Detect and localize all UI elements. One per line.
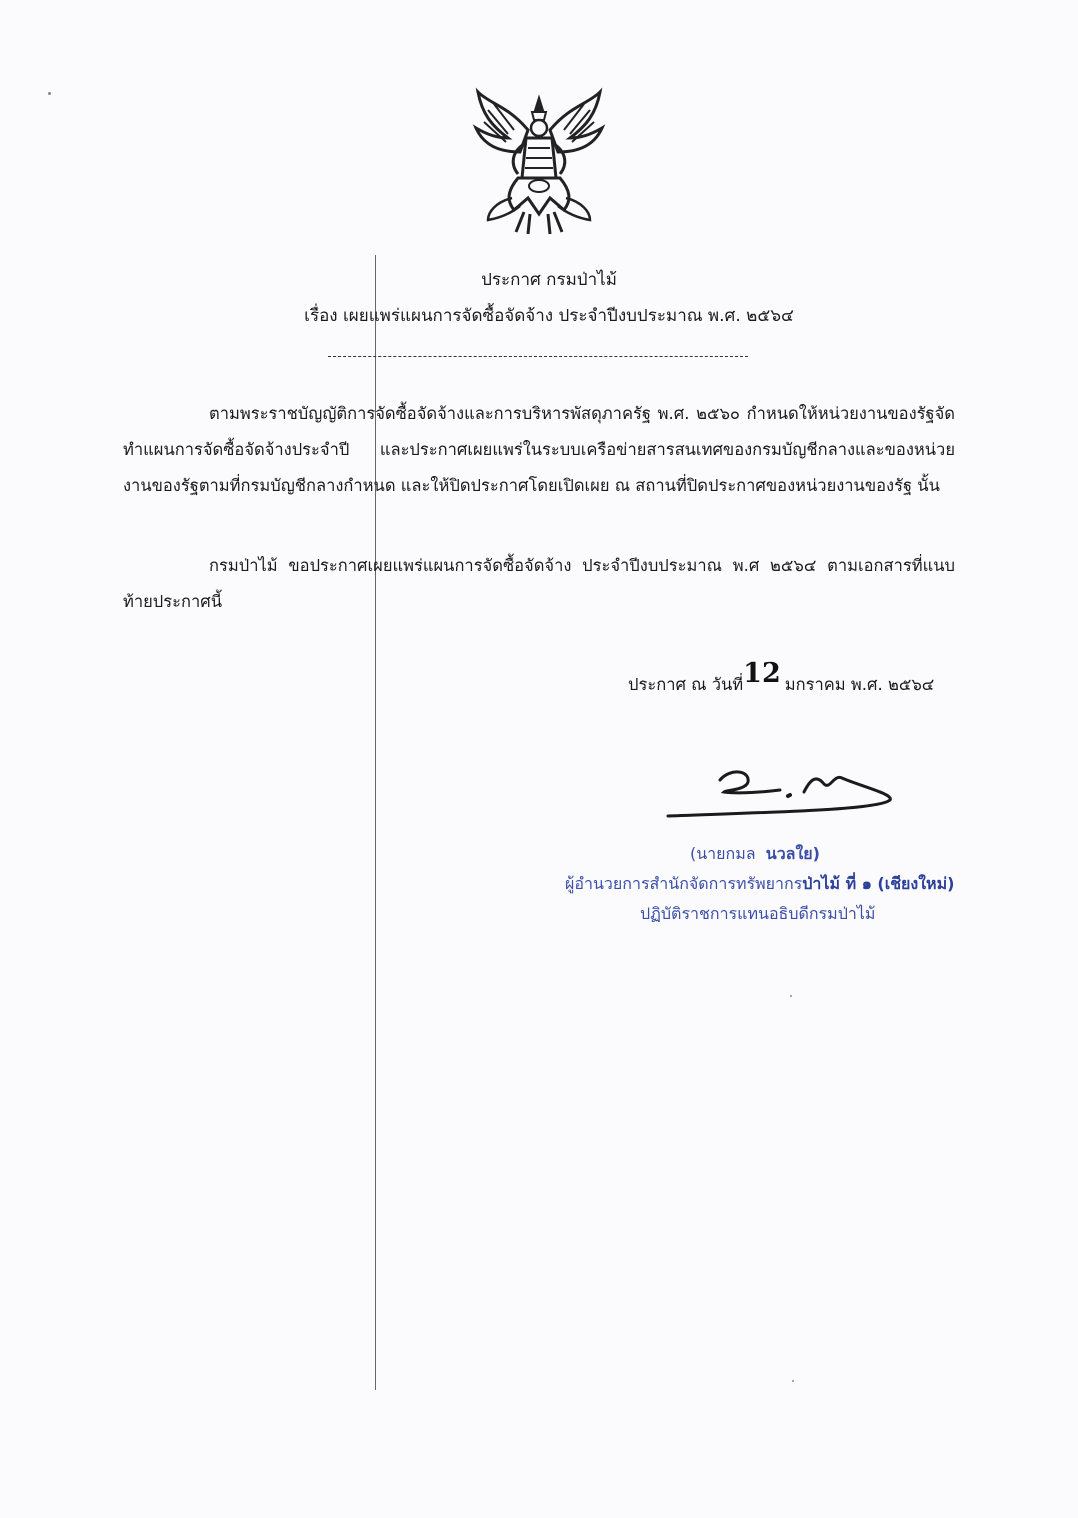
dashed-divider — [328, 356, 748, 357]
signatory-name — [690, 842, 820, 867]
signatory-acting: ปฏิบัติราชการแทนอธิบดีกรมป่าไม้ — [640, 904, 876, 923]
scan-speck — [792, 1380, 794, 1382]
scan-speck — [48, 92, 51, 95]
signatory-position-prefix: ผู้อำนวยการสำนักจัดการทรัพยากร — [565, 874, 803, 893]
date-prefix: ประกาศ ณ วันที่ — [628, 675, 744, 694]
signature-icon — [664, 760, 900, 832]
date-month-year: มกราคม พ.ศ. ๒๕๖๔ — [784, 675, 935, 694]
paragraph-2-text: กรมป่าไม้ ขอประกาศเผยแพร่แผนการจัดซื้อจัดจ้าง ประจำปีงบประมาณ พ.ศ ๒๕๖๔ ตามเอกสารที่แนบท้ายประกาศนี้ — [123, 556, 955, 611]
announcement-subject: เรื่อง เผยแพร่แผนการจัดซื้อจัดจ้าง ประจำปีงบประมาณ พ.ศ. ๒๕๖๔ — [304, 306, 794, 326]
body-paragraph-1 — [123, 396, 955, 504]
signatory-name-prefix: (นายกมล — [690, 844, 756, 863]
body-paragraph-2 — [123, 548, 955, 620]
announcement-title: ประกาศ กรมป่าไม้ — [481, 270, 617, 290]
paragraph-1-text: ตามพระราชบัญญัติการจัดซื้อจัดจ้างและการบริหารพัสดุภาครัฐ พ.ศ. ๒๕๖๐ กำหนดให้หน่วยงานของรัฐจัดทำแผนการจัดซื้อจัดจ้างประจำปี และประกาศเผยแพร่ในระบบเครือข่ายสารสนเทศของกรมบัญชีกลางและของหน่วยงานของรัฐตามที่กรมบัญชีกลางกำหนด และให้ปิดประกาศโดยเปิดเผย ณ สถานที่ปิดประกาศของหน่วยงานของรัฐ นั้น — [123, 404, 955, 495]
date-day-handwritten: 12 — [743, 658, 781, 689]
announcement-date — [628, 658, 935, 698]
scan-speck — [790, 995, 792, 997]
signatory-position-bold: ป่าไม้ ที่ ๑ (เชียงใหม่) — [802, 874, 955, 893]
signatory-position — [565, 872, 954, 897]
signatory-name-bold: นวลใย) — [765, 844, 820, 863]
garuda-emblem-icon — [468, 86, 610, 238]
